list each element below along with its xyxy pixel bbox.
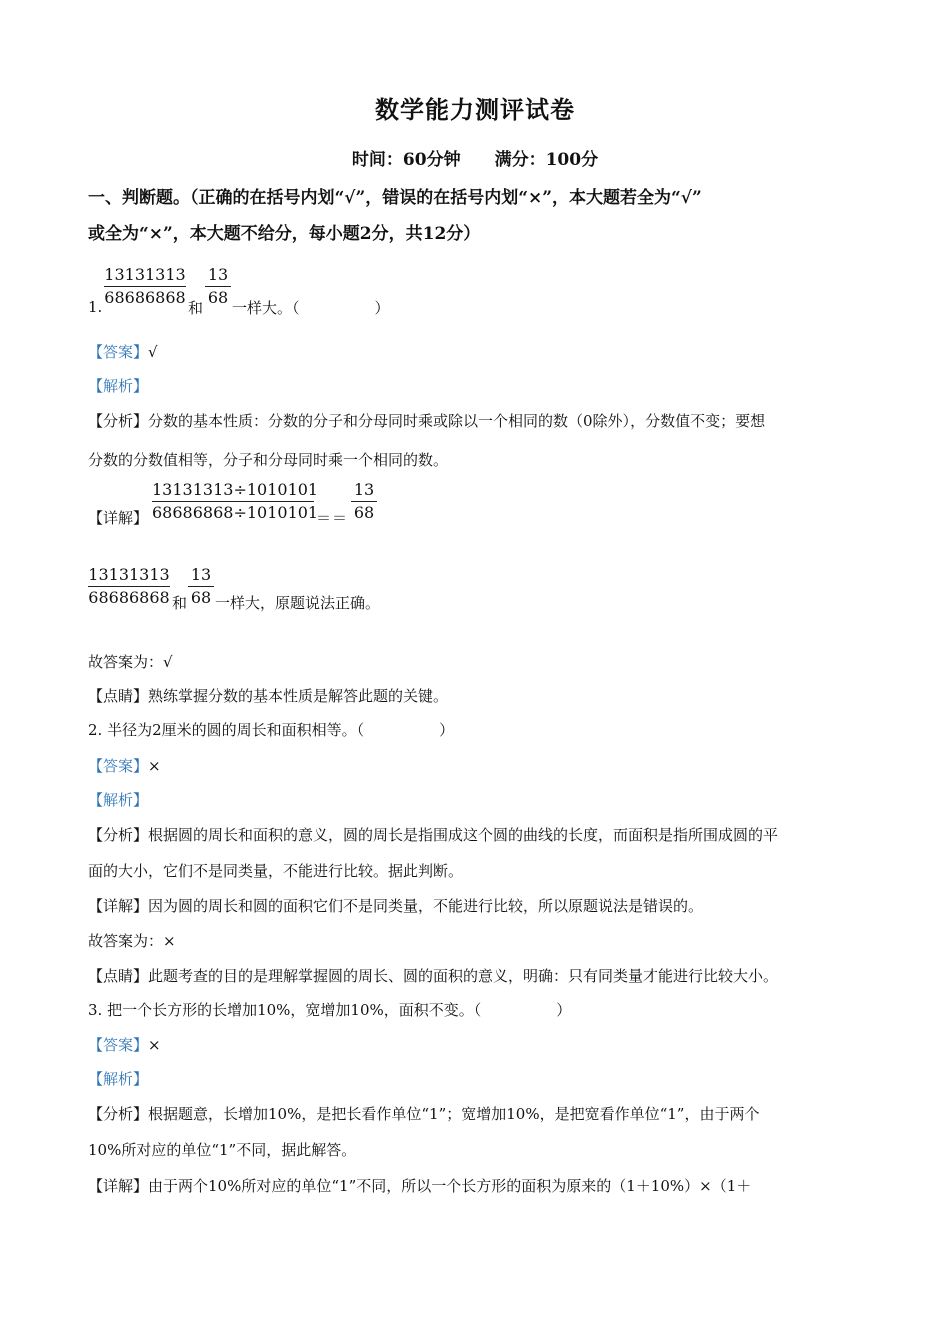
fraction-numerator: 13131313 [104, 265, 186, 284]
fraction-numerator: 13131313 [88, 565, 170, 584]
detail-row [88, 1176, 751, 1196]
detail-label: 【详解】 [88, 509, 149, 527]
dianjing-label: 【点睛】 [88, 967, 149, 985]
detail-row [88, 896, 703, 916]
analysis-row [88, 825, 778, 845]
analysis-row [88, 411, 765, 431]
fraction-numerator: 13 [353, 480, 375, 499]
fenxi-label: 【分析】 [88, 1105, 149, 1123]
conclusion-text: 一样大，原题说法正确。 [215, 594, 381, 612]
fraction [104, 266, 186, 307]
fraction-numerator: 13131313÷1010101 [152, 480, 319, 499]
fraction-numerator: 13 [207, 265, 229, 284]
key-point-row [88, 686, 448, 706]
answer-row [88, 1035, 161, 1055]
equals-sign: ＝ [332, 509, 348, 527]
fraction-denominator: 68 [190, 588, 212, 607]
dianjing-label: 【点睛】 [88, 687, 149, 705]
analysis-text-continued: 面的大小，它们不是同类量，不能进行比较。据此判断。 [88, 862, 464, 880]
exam-info: 时间：60分钟 满分：100分 [351, 150, 599, 170]
detail-text: 由于两个10%所对应的单位“1”不同，所以一个长方形的面积为原来的（1＋10%）×（1＋ [148, 1177, 752, 1195]
fraction-denominator: 68 [353, 503, 375, 522]
answer-label: 【答案】 [88, 343, 149, 361]
fenxi-label: 【分析】 [88, 412, 149, 430]
answer-label: 【答案】 [88, 757, 149, 775]
connector-text: 和 [188, 299, 204, 317]
fraction [152, 480, 319, 522]
section-heading-line2: 或全为“×”，本大题不给分，每小题2分，共12分） [88, 224, 481, 244]
answer-row [88, 342, 158, 362]
analysis-label: 【解析】 [88, 791, 149, 809]
dianjing-text: 此题考查的目的是理解掌握圆的周长、圆的面积的意义，明确：只有同类量才能进行比较大小。 [148, 967, 779, 985]
question-stem: 2. 半径为2厘米的圆的周长和面积相等。（ ） [88, 721, 455, 739]
key-point-row [88, 966, 778, 986]
fenxi-text: 分数的基本性质：分数的分子和分母同时乘或除以一个相同的数（0除外），分数值不变；要想 [148, 412, 766, 430]
section-heading-line1: 一、判断题。（正确的在括号内划“√”，错误的在括号内划“×”，本大题若全为“√” [88, 188, 702, 208]
connector-text: 和 [172, 594, 188, 612]
fraction-denominator: 68686868 [88, 588, 170, 607]
detail-text: 因为圆的周长和圆的面积它们不是同类量，不能进行比较，所以原题说法是错误的。 [148, 897, 704, 915]
analysis-text-continued: 分数的分数值相等，分子和分母同时乘一个相同的数。 [88, 451, 449, 469]
question-number: 1. [88, 298, 103, 316]
fraction [205, 266, 231, 307]
fraction [188, 566, 214, 607]
fenxi-text: 根据题意，长增加10%，是把长看作单位“1”；宽增加10%，是把宽看作单位“1”，由于两个 [148, 1105, 760, 1123]
page-title: 数学能力测评试卷 [375, 95, 575, 124]
final-answer: 故答案为：√ [88, 653, 173, 671]
fraction-denominator: 68686868÷1010101 [152, 503, 319, 522]
analysis-label: 【解析】 [88, 377, 149, 395]
fraction [351, 481, 377, 522]
detail-label: 【详解】 [88, 897, 149, 915]
dianjing-text: 熟练掌握分数的基本性质是解答此题的关键。 [148, 687, 449, 705]
answer-value: × [148, 1036, 161, 1054]
answer-value: × [148, 757, 161, 775]
question-stem-tail: 一样大。（ ） [232, 299, 390, 317]
analysis-text-continued: 10%所对应的单位“1”不同，据此解答。 [88, 1141, 357, 1159]
answer-row [88, 756, 161, 776]
fenxi-label: 【分析】 [88, 826, 149, 844]
question-stem: 3. 把一个长方形的长增加10%，宽增加10%，面积不变。（ ） [88, 1001, 572, 1019]
detail-label: 【详解】 [88, 1177, 149, 1195]
fraction-numerator: 13 [190, 565, 212, 584]
fraction-denominator: 68 [207, 288, 229, 307]
answer-label: 【答案】 [88, 1036, 149, 1054]
analysis-label: 【解析】 [88, 1070, 149, 1088]
fenxi-text: 根据圆的周长和面积的意义，圆的周长是指围成这个圆的曲线的长度，而面积是指所围成圆的平 [148, 826, 779, 844]
equals-sign: ＝ [316, 509, 332, 527]
analysis-row [88, 1104, 759, 1124]
fraction [88, 566, 170, 607]
answer-value: √ [148, 343, 158, 361]
fraction-denominator: 68686868 [104, 288, 186, 307]
final-answer: 故答案为：× [88, 932, 176, 950]
